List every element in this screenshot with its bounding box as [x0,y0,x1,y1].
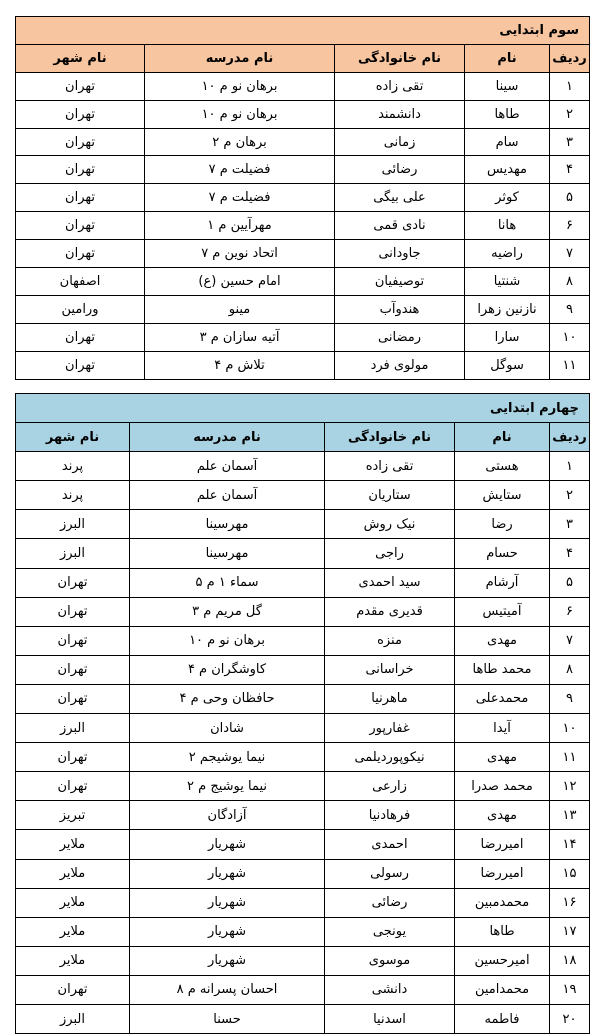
row-number-cell: ۹ [550,295,590,323]
school-cell: امام حسین (ع) [145,268,335,296]
school-cell: اتحاد نوین م ۷ [145,240,335,268]
row-number-cell: ۲ [550,481,590,510]
last-name-cell: اسدنیا [325,1004,455,1033]
header-last-name: نام خانوادگی [335,44,465,72]
school-cell: مهرسینا [130,510,325,539]
row-number-cell: ۹ [550,684,590,713]
school-cell: کاوشگران م ۴ [130,655,325,684]
first-name-cell: رضا [455,510,550,539]
header-city: نام شهر [16,44,145,72]
city-cell: تهران [16,156,145,184]
first-name-cell: مهدی [455,801,550,830]
table-row [16,510,590,539]
table-row [16,946,590,975]
school-cell: شهریار [130,888,325,917]
table-row [16,684,590,713]
row-number-cell: ۴ [550,156,590,184]
city-cell: تهران [16,184,145,212]
last-name-cell: ستاریان [325,481,455,510]
last-name-cell: تقی زاده [335,72,465,100]
row-number-cell: ۱۷ [550,917,590,946]
table-row [16,72,590,100]
first-name-cell: مهدی [455,743,550,772]
last-name-cell: احمدی [325,830,455,859]
city-cell: تهران [16,240,145,268]
last-name-cell: مولوی فرد [335,351,465,379]
first-name-cell: هستی [455,452,550,481]
first-name-cell: سام [465,128,550,156]
row-number-cell: ۱۱ [550,351,590,379]
school-cell: آتیه سازان م ۳ [145,323,335,351]
first-name-cell: محمدعلی [455,684,550,713]
city-cell: ملایر [16,946,130,975]
school-cell: نیما یوشیجم ۲ [130,743,325,772]
school-cell: شادان [130,714,325,743]
first-name-cell: آیدا [455,714,550,743]
row-number-cell: ۱۴ [550,830,590,859]
header-last-name: نام خانوادگی [325,423,455,452]
school-cell: حافظان وحی م ۴ [130,684,325,713]
table-row [16,539,590,568]
row-number-cell: ۲۰ [550,1004,590,1033]
last-name-cell: منزه [325,626,455,655]
last-name-cell: زمانی [335,128,465,156]
city-cell: تهران [16,212,145,240]
first-name-cell: حسام [455,539,550,568]
school-cell: فضیلت م ۷ [145,156,335,184]
table-row [16,917,590,946]
first-name-cell: فاطمه [455,1004,550,1033]
grade4-body [16,452,590,1034]
row-number-cell: ۱۹ [550,975,590,1004]
last-name-cell: یونجی [325,917,455,946]
row-number-cell: ۷ [550,240,590,268]
table-row [16,240,590,268]
table-row [16,268,590,296]
city-cell: تهران [16,351,145,379]
city-cell: البرز [16,1004,130,1033]
first-name-cell: محمد صدرا [455,772,550,801]
city-cell: تهران [16,743,130,772]
table-row [16,128,590,156]
first-name-cell: مهدی [455,626,550,655]
last-name-cell: ماهرنیا [325,684,455,713]
last-name-cell: راجی [325,539,455,568]
header-row [16,44,590,72]
last-name-cell: خراسانی [325,655,455,684]
table-row [16,801,590,830]
row-number-cell: ۶ [550,212,590,240]
table-row [16,655,590,684]
table-row [16,597,590,626]
row-number-cell: ۱ [550,72,590,100]
first-name-cell: نازنین زهرا [465,295,550,323]
first-name-cell: محمد طاها [455,655,550,684]
school-cell: مهرسینا [130,539,325,568]
city-cell: البرز [16,714,130,743]
school-cell: سماء ۱ م ۵ [130,568,325,597]
first-name-cell: آمیتیس [455,597,550,626]
header-row-number: ردیف [550,44,590,72]
row-number-cell: ۱۱ [550,743,590,772]
city-cell: تبریز [16,801,130,830]
city-cell: ملایر [16,830,130,859]
table-title-row [16,394,590,423]
row-number-cell: ۱۰ [550,714,590,743]
row-number-cell: ۱۵ [550,859,590,888]
table-title: سوم ابتدایی [16,17,590,45]
last-name-cell: رمضانی [335,323,465,351]
city-cell: ملایر [16,888,130,917]
school-cell: نیما یوشیج م ۲ [130,772,325,801]
row-number-cell: ۱۸ [550,946,590,975]
table-row [16,1004,590,1033]
table-row [16,568,590,597]
header-school: نام مدرسه [130,423,325,452]
first-name-cell: مهدیس [465,156,550,184]
header-school: نام مدرسه [145,44,335,72]
school-cell: تلاش م ۴ [145,351,335,379]
city-cell: البرز [16,539,130,568]
first-name-cell: سوگل [465,351,550,379]
city-cell: تهران [16,128,145,156]
row-number-cell: ۲ [550,100,590,128]
first-name-cell: هانا [465,212,550,240]
school-cell: شهریار [130,830,325,859]
school-cell: مینو [145,295,335,323]
last-name-cell: نیکوپوردیلمی [325,743,455,772]
table-row [16,156,590,184]
row-number-cell: ۳ [550,510,590,539]
first-name-cell: سارا [465,323,550,351]
city-cell: تهران [16,323,145,351]
last-name-cell: فرهادنیا [325,801,455,830]
table-row [16,888,590,917]
school-cell: آسمان علم [130,481,325,510]
table-row [16,351,590,379]
last-name-cell: موسوی [325,946,455,975]
table-title: چهارم ابتدایی [16,394,590,423]
row-number-cell: ۵ [550,568,590,597]
first-name-cell: شنتیا [465,268,550,296]
city-cell: ورامین [16,295,145,323]
first-name-cell: ستایش [455,481,550,510]
city-cell: تهران [16,655,130,684]
table-row [16,452,590,481]
header-row [16,423,590,452]
school-cell: فضیلت م ۷ [145,184,335,212]
school-cell: مهرآیین م ۱ [145,212,335,240]
table-title-row [16,17,590,45]
city-cell: تهران [16,975,130,1004]
row-number-cell: ۱ [550,452,590,481]
city-cell: پرند [16,481,130,510]
school-cell: شهریار [130,917,325,946]
school-cell: برهان نو م ۱۰ [130,626,325,655]
row-number-cell: ۴ [550,539,590,568]
grade3-table [15,16,590,380]
last-name-cell: رضائی [325,888,455,917]
row-number-cell: ۱۳ [550,801,590,830]
first-name-cell: محمدامین [455,975,550,1004]
school-cell: حسنا [130,1004,325,1033]
header-city: نام شهر [16,423,130,452]
first-name-cell: امیررضا [455,859,550,888]
table-row [16,830,590,859]
city-cell: تهران [16,684,130,713]
school-cell: آزادگان [130,801,325,830]
school-cell: شهریار [130,859,325,888]
city-cell: اصفهان [16,268,145,296]
table-row [16,743,590,772]
row-number-cell: ۸ [550,268,590,296]
table-row [16,859,590,888]
row-number-cell: ۵ [550,184,590,212]
last-name-cell: رسولی [325,859,455,888]
last-name-cell: رضائی [335,156,465,184]
first-name-cell: امیررضا [455,830,550,859]
table-row [16,714,590,743]
header-first-name: نام [465,44,550,72]
table-row [16,626,590,655]
school-cell: برهان نو م ۱۰ [145,72,335,100]
table-row [16,100,590,128]
row-number-cell: ۱۶ [550,888,590,917]
table-row [16,772,590,801]
city-cell: تهران [16,597,130,626]
first-name-cell: طاها [455,917,550,946]
city-cell: ملایر [16,859,130,888]
city-cell: تهران [16,772,130,801]
school-cell: احسان پسرانه م ۸ [130,975,325,1004]
table-row [16,323,590,351]
table-row [16,975,590,1004]
row-number-cell: ۳ [550,128,590,156]
last-name-cell: دانشی [325,975,455,1004]
table-row [16,295,590,323]
last-name-cell: نیک روش [325,510,455,539]
city-cell: ملایر [16,917,130,946]
header-first-name: نام [455,423,550,452]
last-name-cell: غفارپور [325,714,455,743]
city-cell: تهران [16,72,145,100]
table-row [16,212,590,240]
city-cell: تهران [16,568,130,597]
header-row-number: ردیف [550,423,590,452]
first-name-cell: کوثر [465,184,550,212]
last-name-cell: جاودانی [335,240,465,268]
table-row [16,481,590,510]
first-name-cell: امیرحسین [455,946,550,975]
city-cell: پرند [16,452,130,481]
city-cell: تهران [16,626,130,655]
city-cell: البرز [16,510,130,539]
last-name-cell: توصیفیان [335,268,465,296]
row-number-cell: ۱۲ [550,772,590,801]
last-name-cell: سید احمدی [325,568,455,597]
row-number-cell: ۷ [550,626,590,655]
school-cell: گل مریم م ۳ [130,597,325,626]
last-name-cell: نادی قمی [335,212,465,240]
first-name-cell: آرشام [455,568,550,597]
last-name-cell: علی بیگی [335,184,465,212]
grade3-body [16,72,590,379]
last-name-cell: قدیری مقدم [325,597,455,626]
last-name-cell: زارعی [325,772,455,801]
row-number-cell: ۶ [550,597,590,626]
city-cell: تهران [16,100,145,128]
first-name-cell: راضیه [465,240,550,268]
grade4-table [15,393,590,1034]
row-number-cell: ۱۰ [550,323,590,351]
school-cell: شهریار [130,946,325,975]
school-cell: برهان نو م ۱۰ [145,100,335,128]
table-row [16,184,590,212]
school-cell: آسمان علم [130,452,325,481]
last-name-cell: تقی زاده [325,452,455,481]
row-number-cell: ۸ [550,655,590,684]
last-name-cell: هندوآب [335,295,465,323]
first-name-cell: طاها [465,100,550,128]
last-name-cell: دانشمند [335,100,465,128]
first-name-cell: سینا [465,72,550,100]
first-name-cell: محمدمبین [455,888,550,917]
school-cell: برهان م ۲ [145,128,335,156]
